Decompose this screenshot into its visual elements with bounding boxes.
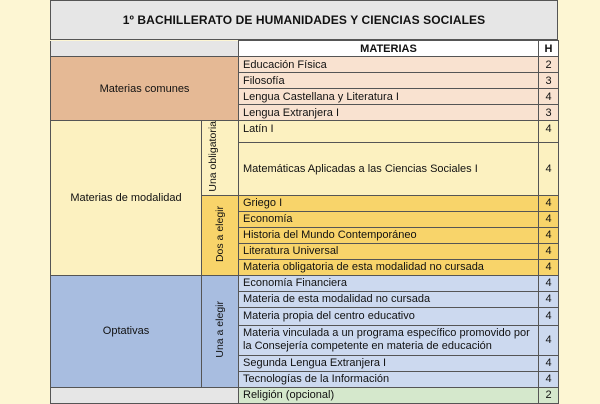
- subject-hours: 4: [539, 227, 559, 243]
- subject-name: Materia obligatoria de esta modalidad no cursada: [239, 259, 539, 275]
- subject-hours: 3: [539, 105, 559, 121]
- subject-name: Economía: [239, 211, 539, 227]
- table-row: [51, 275, 559, 291]
- table-row: [51, 57, 559, 73]
- subject-name: Materia de esta modalidad no cursada: [239, 291, 539, 307]
- document-sheet: [50, 0, 558, 400]
- subgroup-una-obligatoria: [202, 121, 239, 196]
- subject-name: Tecnologías de la Información: [239, 371, 539, 387]
- header-row: [51, 41, 559, 57]
- subject-hours: 2: [539, 57, 559, 73]
- group-optativas: Optativas: [51, 275, 202, 387]
- subject-hours: 4: [539, 259, 559, 275]
- header-blank: [51, 41, 239, 57]
- subject-name: Literatura Universal: [239, 243, 539, 259]
- subject-name: Matemáticas Aplicadas a las Ciencias Sociales I: [239, 142, 539, 195]
- subject-hours: 4: [539, 275, 559, 291]
- subject-hours: 4: [539, 307, 559, 325]
- religion-blank: [51, 387, 239, 403]
- group-materias-modalidad: Materias de modalidad: [51, 121, 202, 276]
- subject-name: Historia del Mundo Contemporáneo: [239, 227, 539, 243]
- subject-hours: 4: [539, 243, 559, 259]
- table-row: [51, 121, 559, 143]
- subject-hours: 4: [539, 142, 559, 195]
- subgroup-dos-a-elegir: [202, 195, 239, 275]
- table-row: [51, 387, 559, 403]
- subject-name: Lengua Extranjera I: [239, 105, 539, 121]
- header-materias: MATERIAS: [239, 41, 539, 57]
- subject-name: Materia vinculada a un programa específico promovido por la Consejería competente en materia de educación: [239, 325, 539, 355]
- subgroup-label: Una obligatoria: [207, 121, 219, 192]
- subject-name: Lengua Castellana y Literatura I: [239, 89, 539, 105]
- document-title: 1º BACHILLERATO DE HUMANIDADES Y CIENCIAS SOCIALES: [50, 0, 558, 40]
- subject-hours: 4: [539, 291, 559, 307]
- subject-hours: 4: [539, 371, 559, 387]
- subject-hours: 4: [539, 211, 559, 227]
- subject-hours: 3: [539, 73, 559, 89]
- subject-name: Griego I: [239, 195, 539, 211]
- subject-name: Educación Física: [239, 57, 539, 73]
- subject-hours: 4: [539, 89, 559, 105]
- group-materias-comunes: Materias comunes: [51, 57, 239, 121]
- subject-hours: 4: [539, 325, 559, 355]
- subgroup-label: Una a elegir: [214, 301, 226, 358]
- subgroup-label: Dos a elegir: [214, 205, 226, 262]
- subject-name: Materia propia del centro educativo: [239, 307, 539, 325]
- subjects-table: [50, 40, 559, 404]
- subject-name: Religión (opcional): [239, 387, 539, 403]
- header-horas: H: [539, 41, 559, 57]
- subject-hours: 4: [539, 355, 559, 371]
- subject-name: Segunda Lengua Extranjera I: [239, 355, 539, 371]
- subgroup-una-a-elegir: [202, 275, 239, 387]
- subject-name: Economía Financiera: [239, 275, 539, 291]
- subject-hours: 2: [539, 387, 559, 403]
- subject-name: Latín I: [239, 121, 539, 143]
- subject-hours: 4: [539, 195, 559, 211]
- subject-name: Filosofía: [239, 73, 539, 89]
- subject-hours: 4: [539, 121, 559, 143]
